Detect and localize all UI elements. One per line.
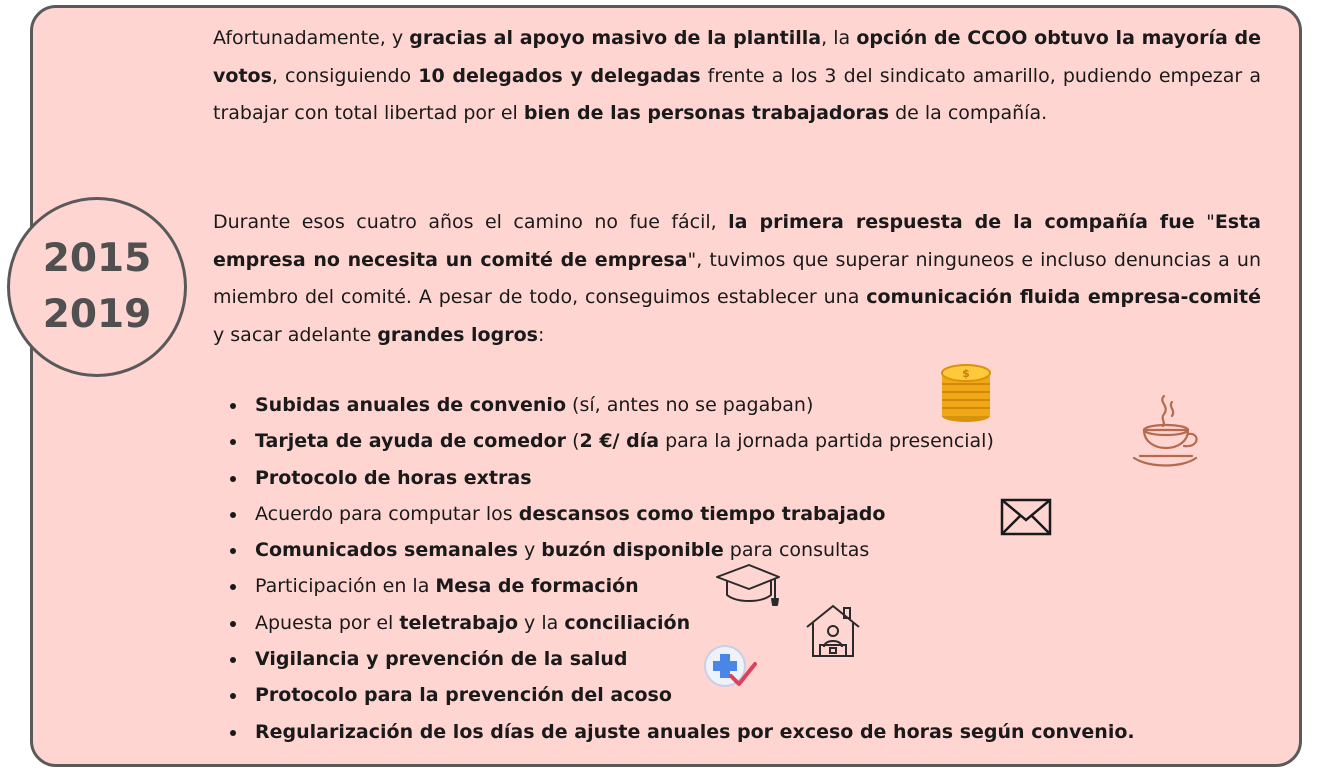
bold-run: grandes logros <box>377 323 538 346</box>
text-run: y la <box>518 611 565 634</box>
text-run: ( <box>566 430 580 453</box>
text-run: " <box>1194 211 1215 233</box>
bold-run: conciliación <box>564 611 691 634</box>
bold-run: Comunicados semanales <box>255 539 518 562</box>
bold-run: Tarjeta de ayuda de comedor <box>255 430 567 453</box>
year-start: 2015 <box>42 236 152 281</box>
bold-run: buzón disponible <box>541 539 724 562</box>
text-run: , la <box>821 27 857 49</box>
bold-run: bien de las personas trabajadoras <box>523 102 890 124</box>
text-run: : <box>537 323 545 346</box>
text-run: Acuerdo para computar los <box>255 502 519 525</box>
text-run: y sacar adelante <box>213 323 378 346</box>
text-run: (sí, antes no se pagaban) <box>566 394 814 416</box>
bold-run: la primera respuesta de la compañía fue <box>728 211 1195 233</box>
house-office-icon <box>804 603 862 659</box>
coins-icon <box>940 362 992 424</box>
health-cross-icon <box>703 644 759 690</box>
text-run: Afortunadamente, y <box>213 27 410 49</box>
text-run: para consultas <box>723 539 870 562</box>
text-run: de la compañía. <box>889 102 1048 124</box>
text-run: Durante esos cuatro años el camino no fue fácil, <box>213 211 729 233</box>
intro-paragraph <box>213 20 1261 133</box>
list-item <box>255 605 1295 641</box>
envelope-icon <box>1000 498 1052 536</box>
bold-run: Vigilancia y prevención de la salud <box>255 648 628 671</box>
list-item <box>255 714 1295 750</box>
bold-run: Esta empresa no necesita un comité de empresa <box>213 211 1262 271</box>
coffee-cup-icon <box>1130 392 1200 470</box>
text-run: frente a los 3 del sindicato amarillo, pudiendo empezar a trabajar con total libertad por el <box>213 64 1262 124</box>
bold-run: 2 €/ día <box>579 430 660 453</box>
bold-run: Regularización de los días de ajuste anuales por exceso de horas según convenio. <box>255 720 1135 743</box>
text-run: Apuesta por el <box>255 611 400 634</box>
bold-run: teletrabajo <box>399 611 519 634</box>
svg-text:$: $ <box>962 367 970 380</box>
text-run: para la jornada partida presencial) <box>659 430 994 453</box>
graduation-cap-icon <box>715 563 781 609</box>
bold-run: Protocolo de horas extras <box>255 466 532 489</box>
bold-run: comunicación fluida empresa-comité <box>866 286 1261 308</box>
bold-run: opción de CCOO obtuvo la mayoría de votos <box>213 27 1261 87</box>
text-run: Participación en la <box>255 575 436 598</box>
bold-run: Subidas anuales de convenio <box>255 394 566 416</box>
text-run: y <box>517 539 542 562</box>
year-end: 2019 <box>42 292 152 337</box>
list-item <box>255 677 1295 713</box>
bold-run: Protocolo para la prevención del acoso <box>255 684 672 707</box>
text-run: ", tuvimos que superar ninguneos e incluso denuncias a un miembro del comité. A pesar de todo, conseguimos establecer una <box>213 248 1261 308</box>
bold-run: 10 delegados y delegadas <box>418 64 701 87</box>
challenges-paragraph <box>213 204 1261 354</box>
bold-run: Mesa de formación <box>435 575 639 598</box>
list-item <box>255 496 1295 532</box>
bold-run: gracias al apoyo masivo de la plantilla <box>409 27 822 49</box>
year-range-badge <box>7 197 187 377</box>
bold-run: descansos como tiempo trabajado <box>518 502 886 525</box>
list-item <box>255 641 1295 677</box>
text-run: , consiguiendo <box>271 64 419 87</box>
